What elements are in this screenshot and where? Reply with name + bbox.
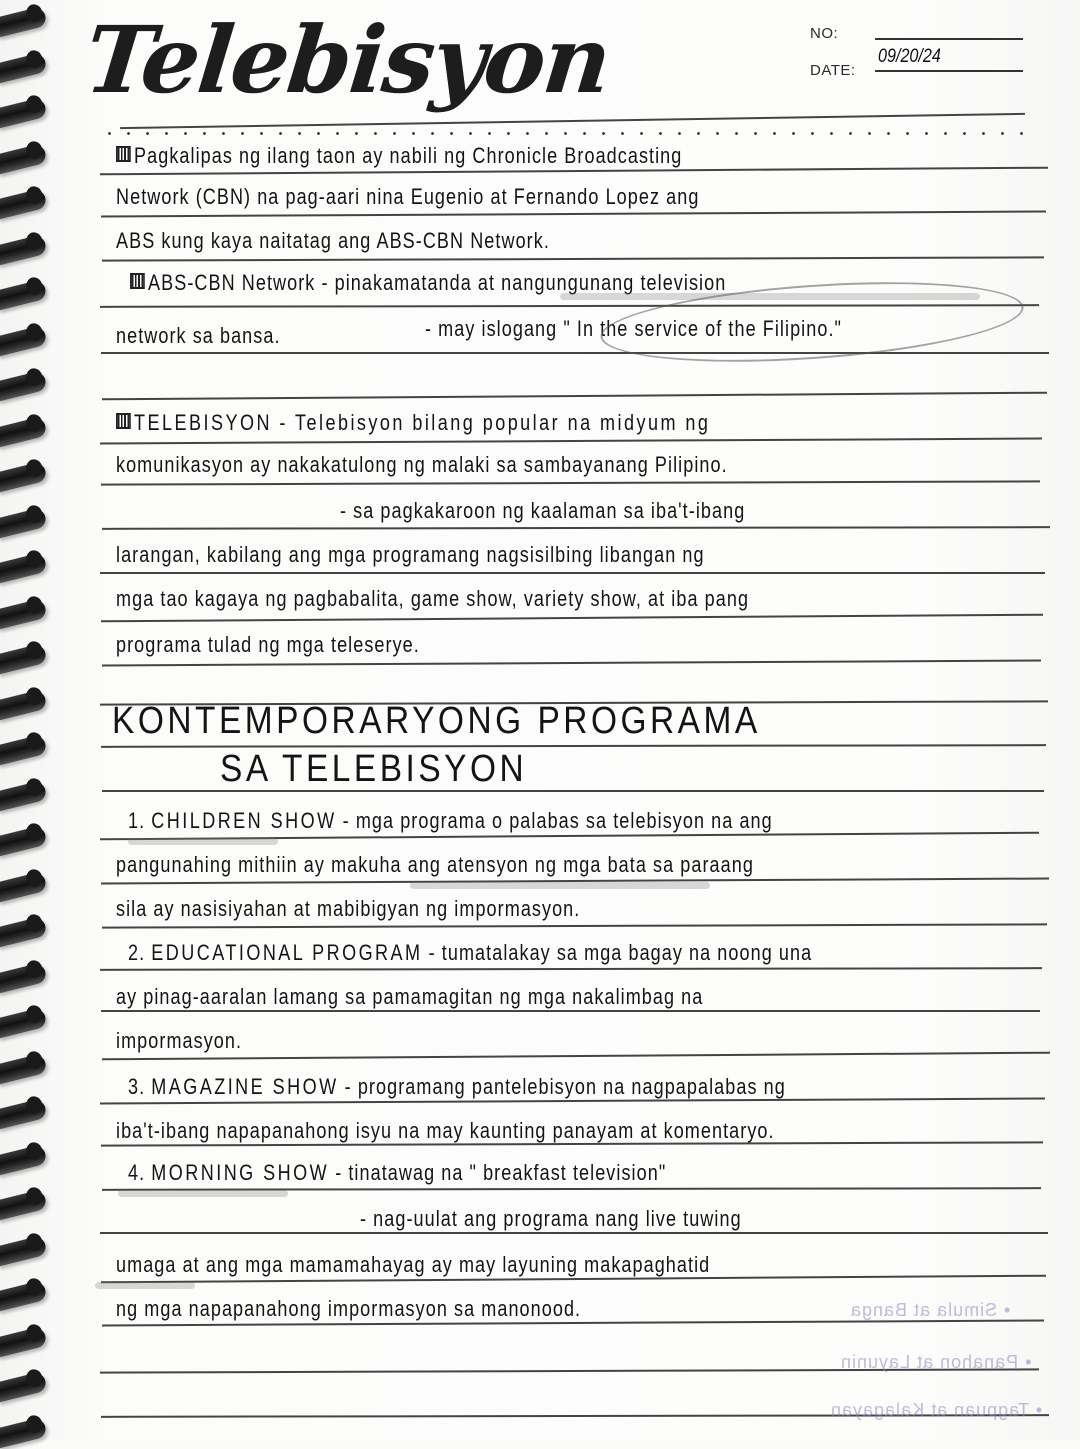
ruled-line (101, 211, 1046, 218)
spiral-ring (0, 507, 48, 539)
list-item: 4. MORNING SHOW - tinatawag na " breakfast television" (128, 1160, 667, 1185)
ruled-line (101, 1010, 1040, 1012)
text-line: iba't-ibang napapanahong isyu na may kaunting panayam at komentaryo. (116, 1118, 775, 1143)
text-line: impormasyon. (116, 1028, 243, 1053)
bleed-through-text: • Simula at Banga (850, 1300, 1011, 1320)
spiral-ring (0, 1280, 48, 1312)
spiral-ring (0, 52, 48, 84)
spiral-ring (0, 552, 48, 584)
spiral-ring (0, 1053, 48, 1085)
text-line: larangan, kabilang ang mga programang nagsisilbing libangan ng (116, 542, 705, 567)
text-line: network sa bansa. (116, 323, 281, 348)
ruled-line (102, 660, 1041, 667)
section-subheading: SA TELEBISYON (220, 748, 528, 790)
list-item: 1. CHILDREN SHOW - mga programa o palabas sa telebisyon na ang (128, 808, 773, 833)
spiral-ring (0, 962, 48, 994)
ruled-line (102, 526, 1050, 530)
no-field-line (875, 38, 1023, 40)
page-title: Telebisyon (80, 6, 615, 114)
spiral-ring (0, 370, 48, 402)
spiral-ring (0, 1417, 48, 1449)
ruled-line (100, 1232, 1048, 1234)
ruled-line (100, 438, 1042, 445)
ruled-line (102, 1052, 1050, 1061)
text-line: ng mga napapanahong impormasyon sa manonood. (116, 1296, 582, 1321)
ruled-line (101, 352, 1049, 354)
text-line: ay pinag-aaralan lamang sa pamamagitan ng mga nakalimbag na (116, 984, 704, 1009)
ruled-line (100, 967, 1042, 971)
spiral-binding (0, 0, 80, 1440)
spiral-ring (0, 643, 48, 675)
spiral-ring (0, 188, 48, 220)
list-item: 2. EDUCATIONAL PROGRAM - tumatalakay sa mga bagay na noong una (128, 940, 813, 965)
spiral-ring (0, 325, 48, 357)
text-line: TELEBISYON - Telebisyon bilang popular na midyum ng (116, 410, 710, 436)
spiral-ring (0, 780, 48, 812)
list-item: 3. MAGAZINE SHOW - programang pantelebisyon na nagpapalabas ng (128, 1074, 786, 1099)
checkbox-bullet-icon (130, 273, 145, 289)
spiral-ring (0, 734, 48, 766)
text-line: - may islogang " In the service of the Filipino." (425, 316, 842, 341)
spiral-ring (0, 1007, 48, 1039)
spiral-ring (0, 279, 48, 311)
text-line: - nag-uulat ang programa nang live tuwing (360, 1206, 742, 1231)
spiral-ring (0, 825, 48, 857)
text-line: ABS kung kaya naitatag ang ABS-CBN Network. (116, 228, 550, 253)
ruled-line (102, 256, 1044, 261)
header-dotted-rule (100, 132, 1030, 135)
spiral-ring (0, 598, 48, 630)
header-rule (120, 113, 1025, 129)
section-heading: KONTEMPORARYONG PROGRAMA (112, 700, 761, 742)
spiral-ring (0, 416, 48, 448)
ruled-line (101, 614, 1043, 623)
highlight-mark (128, 838, 278, 845)
bleed-through-text: • Tagpuan at Kalagayan (830, 1400, 1043, 1420)
spiral-ring (0, 6, 48, 38)
no-label: NO: (810, 25, 839, 42)
spiral-ring (0, 234, 48, 266)
text-line: pangunahing mithiin ay makuha ang atensyon ng mga bata sa paraang (116, 852, 754, 877)
text-line: sila ay nasisiyahan at mabibigyan ng impormasyon. (116, 896, 581, 921)
checkbox-bullet-icon (116, 146, 131, 162)
checkbox-bullet-icon (116, 413, 131, 429)
bleed-through-text: • Panahon at Layunin (840, 1352, 1032, 1372)
spiral-ring (0, 143, 48, 175)
date-field-line (875, 70, 1023, 72)
ruled-line (100, 572, 1045, 574)
spiral-ring (0, 461, 48, 493)
text-line: - sa pagkakaroon ng kaalaman sa iba't-ibang (340, 498, 746, 523)
date-value: 09/20/24 (878, 46, 941, 67)
date-label: DATE: (810, 62, 856, 79)
highlight-mark (95, 1282, 195, 1289)
ruled-line (102, 392, 1047, 401)
highlight-mark (118, 1190, 288, 1197)
spiral-ring (0, 871, 48, 903)
text-line: Pagkalipas ng ilang taon ay nabili ng Chronicle Broadcasting (116, 143, 682, 169)
text-line: ABS-CBN Network - pinakamatanda at nangungunang television (130, 270, 726, 296)
spiral-ring (0, 1326, 48, 1358)
text-line: umaga at ang mga mamamahayag ay may layuning makapaghatid (116, 1252, 711, 1277)
text-line: mga tao kagaya ng pagbabalita, game show, variety show, at iba pang (116, 586, 750, 611)
spiral-ring (0, 1235, 48, 1267)
spiral-ring (0, 689, 48, 721)
spiral-ring (0, 1189, 48, 1221)
spiral-ring (0, 97, 48, 129)
spiral-ring (0, 1144, 48, 1176)
highlight-mark (410, 882, 710, 889)
spiral-ring (0, 916, 48, 948)
text-line: Network (CBN) na pag-aari nina Eugenio at Fernando Lopez ang (116, 184, 700, 209)
ruled-line (102, 923, 1047, 928)
spiral-ring (0, 1371, 48, 1403)
spiral-ring (0, 1098, 48, 1130)
ruled-line (101, 480, 1040, 485)
text-line: komunikasyon ay nakakatulong ng malaki sa sambayanang Pilipino. (116, 452, 728, 477)
text-line: programa tulad ng mga teleserye. (116, 632, 420, 657)
